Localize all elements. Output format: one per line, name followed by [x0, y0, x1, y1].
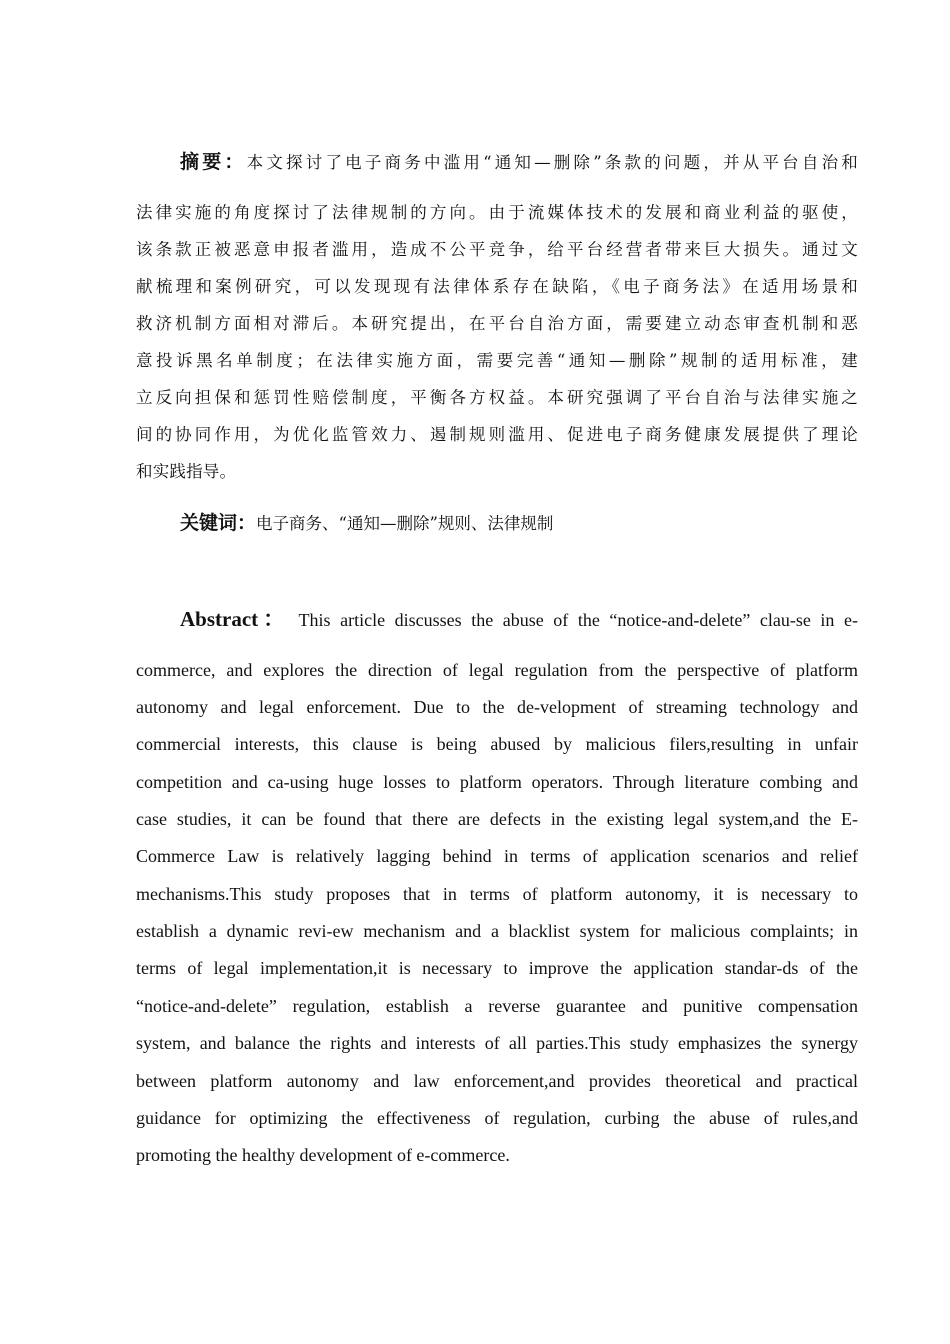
abstract-en-line: commercial interests, this clause is being abused by malicious filers,resulting in unfair — [136, 734, 858, 754]
abstract-en-line: terms of legal implementation,it is necessary to improve the application standar-ds of the — [136, 958, 858, 978]
keywords-zh — [180, 512, 553, 535]
keywords-zh-text: 电子商务、“通知—删除”规则、法律规制 — [256, 514, 554, 533]
abstract-en-line: commerce, and explores the direction of legal regulation from the perspective of platform — [136, 660, 858, 680]
keywords-zh-label: 关键词： — [180, 512, 257, 534]
abstract-en-line: establish a dynamic revi-ew mechanism and a blacklist system for malicious complaints; in — [136, 921, 858, 941]
abstract-zh-line: 献梳理和案例研究，可以发现现有法律体系存在缺陷，《电子商务法》在适用场景和 — [136, 277, 858, 296]
abstract-en-line: Abstract： This article discusses the abuse of the “notice-and-delete” clau-se in e- — [180, 607, 858, 631]
abstract-en-line: case studies, it can be found that there are defects in the existing legal system,and the E- — [136, 809, 858, 829]
abstract-zh-line: 法律实施的角度探讨了法律规制的方向。由于流媒体技术的发展和商业利益的驱使， — [136, 203, 858, 222]
abstract-zh-line: 救济机制方面相对滞后。本研究提出，在平台自治方面，需要建立动态审查机制和恶 — [136, 314, 858, 333]
abstract-en-label: Abstract： — [180, 607, 290, 631]
abstract-en-line: guidance for optimizing the effectiveness of regulation, curbing the abuse of rules,and — [136, 1108, 858, 1128]
abstract-en-line: “notice-and-delete” regulation, establish a reverse guarantee and punitive compensation — [136, 996, 858, 1016]
abstract-en-line: Commerce Law is relatively lagging behind in terms of application scenarios and relief — [136, 846, 858, 866]
abstract-en-line: mechanisms.This study proposes that in terms of platform autonomy, it is necessary to — [136, 884, 858, 904]
abstract-en-line: between platform autonomy and law enforcement,and provides theoretical and practical — [136, 1071, 858, 1091]
abstract-zh-line: 和实践指导。 — [136, 462, 237, 481]
abstract-en-line: system, and balance the rights and interests of all parties.This study emphasizes the synergy — [136, 1033, 858, 1053]
abstract-zh-line: 意投诉黑名单制度；在法律实施方面，需要完善“通知—删除”规制的适用标准，建 — [136, 351, 858, 370]
abstract-en-line: competition and ca-using huge losses to platform operators. Through literature combing and — [136, 772, 858, 792]
abstract-zh-line: 立反向担保和惩罚性赔偿制度，平衡各方权益。本研究强调了平台自治与法律实施之 — [136, 388, 858, 407]
abstract-zh-line: 该条款正被恶意申报者滥用，造成不公平竞争，给平台经营者带来巨大损失。通过文 — [136, 240, 858, 259]
abstract-en-line: autonomy and legal enforcement. Due to the de-velopment of streaming technology and — [136, 697, 858, 717]
abstract-en-line: promoting the healthy development of e-commerce. — [136, 1145, 510, 1165]
abstract-zh-line: 摘要：本文探讨了电子商务中滥用“通知—删除”条款的问题，并从平台自治和 — [180, 151, 858, 173]
abstract-zh-label: 摘要： — [180, 151, 247, 173]
abstract-zh-line: 间的协同作用，为优化监管效力、遏制规则滥用、促进电子商务健康发展提供了理论 — [136, 425, 858, 444]
